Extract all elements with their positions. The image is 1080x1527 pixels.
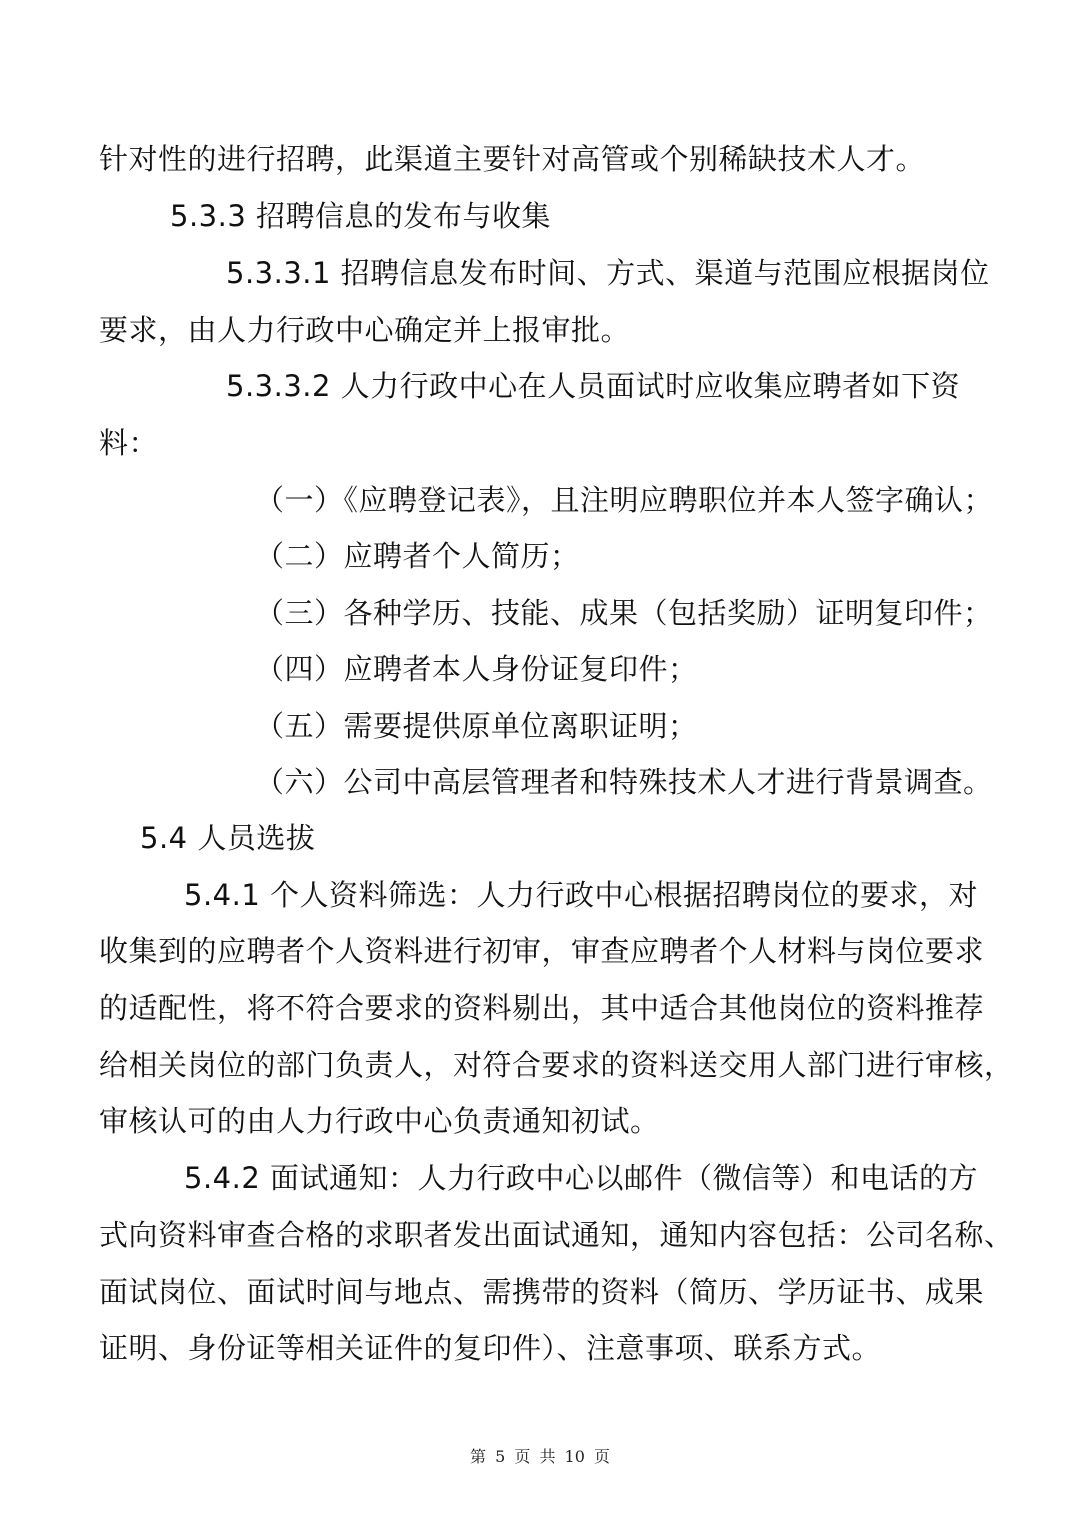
clause-5-4-2-line: 5.4.2 面试通知：人力行政中心以邮件（微信等）和电话的方 (184, 1161, 979, 1195)
section-heading-5-3-3: 5.3.3 招聘信息的发布与收集 (170, 199, 552, 233)
clause-5-3-3-1-line: 5.3.3.1 招聘信息发布时间、方式、渠道与范围应根据岗位 (226, 256, 990, 290)
clause-5-4-2-line: 面试岗位、面试时间与地点、需携带的资料（简历、学历证书、成果 (99, 1275, 985, 1309)
clause-5-4-2-line: 证明、身份证等相关证件的复印件）、注意事项、联系方式。 (99, 1331, 882, 1365)
list-item: （四）应聘者本人身份证复印件； (255, 652, 698, 686)
clause-5-3-3-1-line: 要求，由人力行政中心确定并上报审批。 (99, 313, 631, 347)
clause-5-4-2-line: 式向资料审查合格的求职者发出面试通知，通知内容包括：公司名称、 (99, 1218, 1014, 1252)
list-item: （六）公司中高层管理者和特殊技术人才进行背景调查。 (255, 765, 993, 799)
list-item: （五）需要提供原单位离职证明； (255, 709, 698, 743)
clause-5-4-1-line: 5.4.1 个人资料筛选：人力行政中心根据招聘岗位的要求，对 (184, 878, 979, 912)
list-item: （二）应聘者个人简历； (255, 539, 580, 573)
list-item: （三）各种学历、技能、成果（包括奖励）证明复印件； (255, 596, 993, 630)
clause-5-4-1-line: 给相关岗位的部门负责人，对符合要求的资料送交用人部门进行审核， (99, 1048, 1014, 1082)
clause-5-3-3-2-line: 料： (99, 426, 159, 460)
clause-5-4-1-line: 审核认可的由人力行政中心负责通知初试。 (99, 1104, 660, 1138)
clause-5-3-3-2-line: 5.3.3.2 人力行政中心在人员面试时应收集应聘者如下资 (226, 369, 961, 403)
paragraph-line: 针对性的进行招聘，此渠道主要针对高管或个别稀缺技术人才。 (99, 142, 926, 176)
page-number-footer: 第 5 页 共 10 页 (470, 1447, 610, 1466)
list-item: （一）《应聘登记表》，且注明应聘职位并本人签字确认； (255, 483, 994, 517)
clause-5-4-1-line: 收集到的应聘者个人资料进行初审，审查应聘者个人材料与岗位要求 (99, 934, 985, 968)
section-heading-5-4: 5.4 人员选拔 (140, 821, 316, 855)
clause-5-4-1-line: 的适配性，将不符合要求的资料剔出，其中适合其他岗位的资料推荐 (99, 991, 985, 1025)
